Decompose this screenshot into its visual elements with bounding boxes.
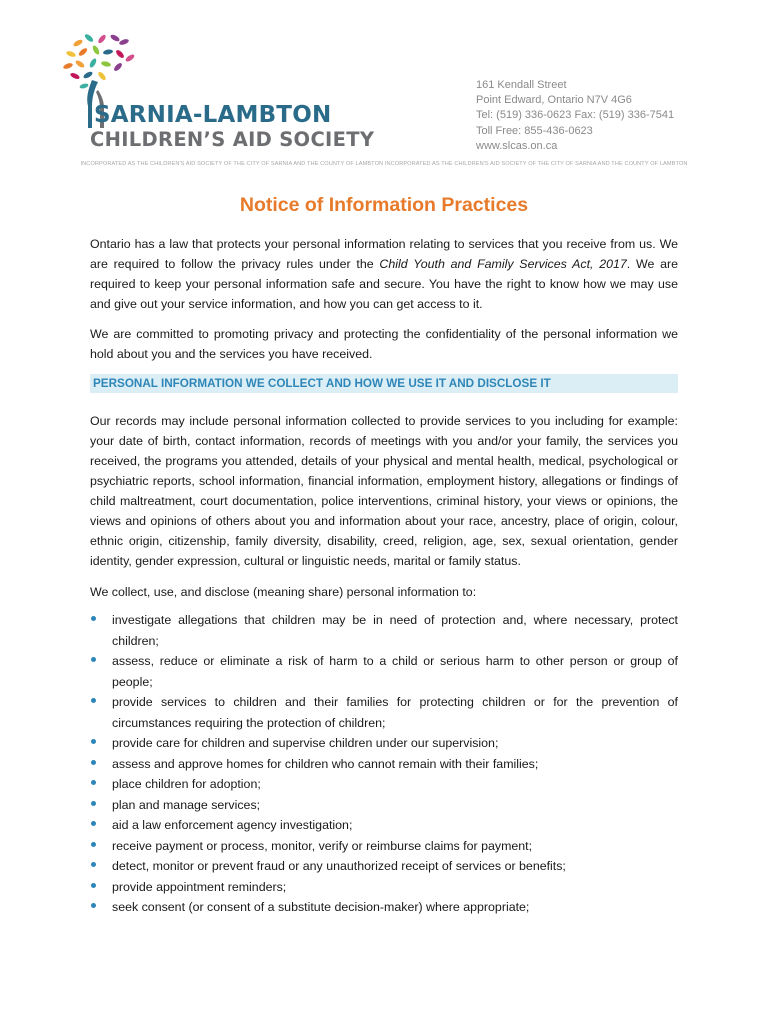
contact-address-block <box>476 78 674 154</box>
list-item <box>66 610 678 651</box>
bullet-icon <box>91 842 96 847</box>
list-item-text: investigate allegations that children may be in need of protection and, where necessary, protect children; <box>112 613 678 648</box>
organization-logo <box>58 30 375 160</box>
list-item <box>66 733 678 754</box>
list-item-text: detect, monitor or prevent fraud or any unauthorized receipt of services or benefits; <box>112 859 566 873</box>
intro-text-start: Ontario has a law that protects your personal information relating to services that you receive from us. We are required to follow the privacy rules under the <box>90 237 678 271</box>
purposes-list <box>90 610 678 918</box>
list-item-text: provide care for children and supervise children under our supervision; <box>112 736 499 750</box>
phone-fax: Tel: (519) 336-0623 Fax: (519) 336-7541 <box>476 109 675 122</box>
collect-intro: We collect, use, and disclose (meaning share) personal information to: <box>90 585 477 599</box>
bullet-icon <box>91 616 96 621</box>
list-item-text: provide services to children and their families for protecting children or for the prevention of circumstances requiring the protection of children; <box>112 695 678 730</box>
list-item <box>66 897 678 918</box>
intro-paragraph <box>90 234 678 314</box>
organization-name: SARNIA-LAMBTON <box>94 102 332 128</box>
bullet-icon <box>91 801 96 806</box>
section-heading: PERSONAL INFORMATION WE COLLECT AND HOW WE USE IT AND DISCLOSE IT <box>90 374 678 393</box>
street-address: 161 Kendall Street <box>476 79 567 91</box>
bullet-icon <box>91 903 96 908</box>
list-item-text: place children for adoption; <box>112 777 261 791</box>
list-item <box>66 795 678 816</box>
bullet-icon <box>91 780 96 785</box>
bullet-icon <box>91 821 96 826</box>
list-item <box>66 815 678 836</box>
list-item-text: plan and manage services; <box>112 797 261 812</box>
bullet-icon <box>91 739 96 744</box>
city-address: Point Edward, Ontario N7V 4G6 <box>476 94 632 107</box>
list-item <box>66 836 678 857</box>
toll-free: Toll Free: 855-436-0623 <box>476 124 593 137</box>
list-item <box>66 692 678 733</box>
list-item <box>66 754 678 775</box>
bullet-icon <box>91 883 96 888</box>
list-item <box>66 877 678 898</box>
list-item <box>66 651 678 692</box>
bullet-icon <box>91 657 96 662</box>
list-item-text: seek consent (or consent of a substitute decision-maker) where appropriate; <box>112 900 530 914</box>
list-item-text: assess and approve homes for children who cannot remain with their families; <box>112 756 539 771</box>
act-name: Child Youth and Family Services Act, 2017 <box>379 257 627 271</box>
list-item-text: receive payment or process, monitor, verify or reimburse claims for payment; <box>112 838 533 853</box>
bullet-icon <box>91 698 96 703</box>
page-title: Notice of Information Practices <box>239 194 529 216</box>
list-item-text: aid a law enforcement agency investigation; <box>112 818 353 832</box>
intro-text-end: . We are required to keep your personal information safe and secure. You have the right to know how we may use and give out your service information, and how you can get access to it. <box>90 257 679 311</box>
records-paragraph: Our records may include personal information collected to provide services to you including for example: your date of birth, contact information, records of meetings with you and/or your family, the services you received, the programs you attended, details of your physical and mental health, medical, psychological or psychiatric reports, school information, financial information, employment history, allegations or findings of child maltreatment, court documentation, police interventions, criminal history, your views or opinions, the views and opinions of others about you and information about your race, ancestry, place of origin, colour, ethnic origin, citizenship, family diversity, disability, creed, religion, age, sex, sexual orientation, gender identity, gender expression, cultural or linguistic needs, marital or family status. <box>90 414 678 568</box>
commitment-paragraph: We are committed to promoting privacy and protecting the confidentiality of the personal information we hold about you and the services you have received. <box>90 327 678 361</box>
organization-subtitle: CHILDREN’S AID SOCIETY <box>90 128 375 151</box>
bullet-icon <box>91 862 96 867</box>
list-item-text: assess, reduce or eliminate a risk of harm to a child or serious harm to other person or group of people; <box>112 654 678 689</box>
list-item <box>66 856 678 877</box>
document-body <box>90 234 678 918</box>
website-link[interactable]: www.slcas.on.ca <box>476 139 558 152</box>
bullet-icon <box>91 760 96 765</box>
incorporation-line: INCORPORATED AS THE CHILDREN'S AID SOCIETY OF THE CITY OF SARNIA AND THE COUNTY OF LAMBTON INCORPORATED AS THE CHILDREN'S AID SOCIETY OF THE CITY OF SARNIA AND THE COUNTY OF LAMBTON <box>80 161 688 167</box>
list-item-text: provide appointment reminders; <box>112 879 287 894</box>
list-item <box>66 774 678 795</box>
